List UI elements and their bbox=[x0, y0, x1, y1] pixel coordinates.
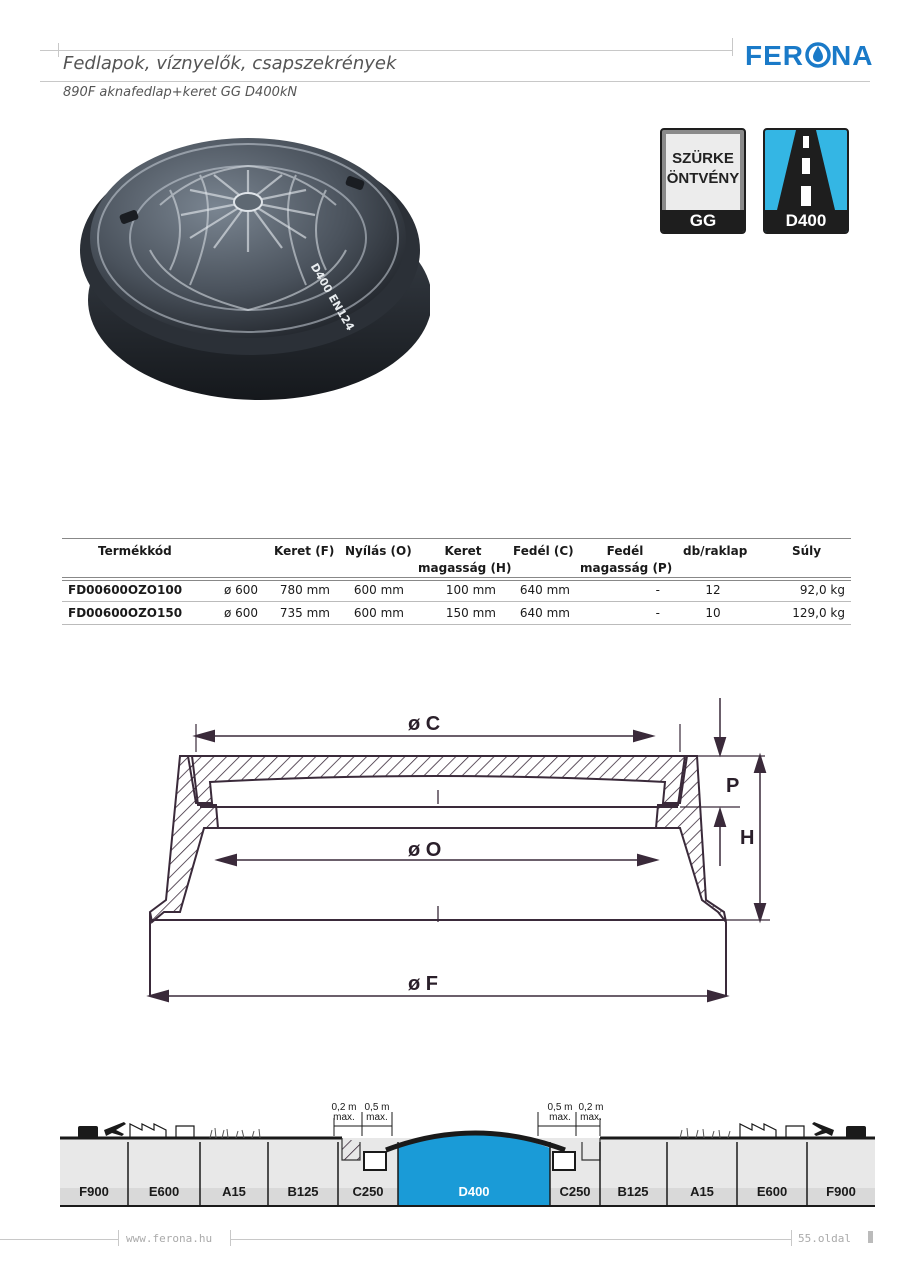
table-rule bbox=[62, 601, 851, 602]
cell-cover-p: - bbox=[655, 583, 660, 597]
footer-rule bbox=[231, 1239, 791, 1240]
label-p: P bbox=[726, 775, 740, 797]
factory-icon bbox=[740, 1124, 804, 1138]
footer-rule-tick bbox=[230, 1230, 231, 1246]
header-rule-tick bbox=[58, 43, 59, 57]
zone-label: A15 bbox=[690, 1184, 714, 1199]
table-rule bbox=[62, 538, 851, 539]
cell-cover-p: - bbox=[655, 606, 660, 620]
zone-label: C250 bbox=[559, 1184, 591, 1199]
badge-label: GG bbox=[662, 210, 744, 232]
factory-icon bbox=[130, 1124, 194, 1138]
cell-frame-h: 150 mm bbox=[445, 606, 496, 620]
col-header-weight: Súly bbox=[792, 544, 822, 558]
col-header-cover-c: Fedél (C) bbox=[513, 544, 574, 558]
col-header-line: Keret bbox=[444, 544, 482, 558]
page-number: 55.oldal bbox=[798, 1232, 851, 1245]
table-rule bbox=[62, 580, 851, 581]
cell-frame-f: 780 mm bbox=[279, 583, 330, 597]
ferona-logo bbox=[745, 38, 873, 70]
cell-pallet: 12 bbox=[705, 583, 721, 597]
footer-rule-tick bbox=[791, 1230, 792, 1246]
cover-marking: D400 EN124 bbox=[307, 260, 357, 333]
zone-label: F900 bbox=[79, 1184, 109, 1199]
plane-icon bbox=[812, 1122, 834, 1136]
cell-cover-c: 640 mm bbox=[519, 606, 570, 620]
badge-label: D400 bbox=[765, 210, 847, 232]
header-rule-top bbox=[40, 50, 732, 51]
cell-frame-h: 100 mm bbox=[445, 583, 496, 597]
col-header-line: magasság (P) bbox=[580, 561, 673, 575]
page-subtitle: 890F aknafedlap+keret GG D400kN bbox=[63, 85, 298, 100]
load-class-badge bbox=[763, 128, 849, 234]
page-title: Fedlapok, víznyelők, csapszekrények bbox=[63, 53, 397, 74]
footer-rule-tick bbox=[118, 1230, 119, 1246]
cell-pallet: 10 bbox=[705, 606, 721, 620]
cell-frame-f: 735 mm bbox=[279, 606, 330, 620]
cell-opening-o: 600 mm bbox=[353, 606, 404, 620]
svg-text:FER: FER bbox=[745, 40, 804, 70]
zone-label: A15 bbox=[222, 1184, 246, 1199]
road-note-unit: max. bbox=[333, 1112, 355, 1123]
header-rule-tick bbox=[732, 38, 733, 56]
badge-line: SZÜRKE bbox=[672, 150, 734, 167]
footer-marker bbox=[868, 1231, 873, 1243]
footer-website[interactable]: www.ferona.hu bbox=[126, 1232, 213, 1245]
cell-code: FD00600OZO150 bbox=[68, 606, 183, 620]
cell-dn: ø 600 bbox=[223, 583, 258, 597]
svg-text:NA: NA bbox=[831, 40, 873, 70]
col-header-frame-f: Keret (F) bbox=[274, 544, 335, 558]
road-note-value: 0,5 m bbox=[547, 1102, 573, 1113]
road-note-value: 0,2 m bbox=[331, 1102, 357, 1113]
zone-label: F900 bbox=[826, 1184, 856, 1199]
table-rule bbox=[62, 577, 851, 578]
footer-rule bbox=[0, 1239, 118, 1240]
col-header-cover-p bbox=[580, 543, 673, 577]
zone-label: C250 bbox=[352, 1184, 384, 1199]
truck-icon bbox=[78, 1126, 98, 1138]
col-header-frame-h bbox=[418, 543, 512, 577]
zone-label: E600 bbox=[148, 1184, 180, 1199]
zone-label: E600 bbox=[756, 1184, 788, 1199]
road-icon bbox=[765, 130, 847, 210]
grey-cast-iron-badge bbox=[660, 128, 746, 234]
badge-line: ÖNTVÉNY bbox=[666, 170, 740, 187]
road-note-value: 0,2 m bbox=[578, 1102, 604, 1113]
label-c: ø C bbox=[408, 713, 441, 735]
col-header-pallet: db/raklap bbox=[683, 544, 748, 558]
col-header-code: Termékkód bbox=[98, 544, 172, 558]
col-header-opening-o: Nyílás (O) bbox=[345, 544, 412, 558]
road-note-unit: max. bbox=[580, 1112, 602, 1123]
label-h: H bbox=[740, 827, 755, 849]
col-header-line: Fedél bbox=[606, 544, 644, 558]
cell-weight: 92,0 kg bbox=[799, 583, 845, 597]
manhole-cover-photo bbox=[70, 120, 430, 405]
road-note-unit: max. bbox=[366, 1112, 388, 1123]
cross-section-drawing bbox=[140, 690, 780, 1010]
plane-icon bbox=[104, 1122, 126, 1136]
cell-opening-o: 600 mm bbox=[353, 583, 404, 597]
zone-label: D400 bbox=[458, 1184, 490, 1199]
road-note-unit: max. bbox=[549, 1112, 571, 1123]
water-drop-icon bbox=[807, 44, 829, 66]
cell-cover-c: 640 mm bbox=[519, 583, 570, 597]
cell-code: FD00600OZO100 bbox=[68, 583, 183, 597]
road-note-value: 0,5 m bbox=[364, 1102, 390, 1113]
road-load-class-diagram bbox=[60, 1100, 875, 1210]
truck-icon bbox=[846, 1126, 866, 1138]
cell-dn: ø 600 bbox=[223, 606, 258, 620]
zone-label: B125 bbox=[617, 1184, 649, 1199]
label-f: ø F bbox=[408, 973, 438, 995]
zone-label: B125 bbox=[287, 1184, 319, 1199]
header-rule-bottom bbox=[40, 81, 870, 82]
label-o: ø O bbox=[408, 839, 442, 861]
col-header-line: magasság (H) bbox=[418, 561, 512, 575]
cell-weight: 129,0 kg bbox=[792, 606, 845, 620]
table-rule bbox=[62, 624, 851, 625]
